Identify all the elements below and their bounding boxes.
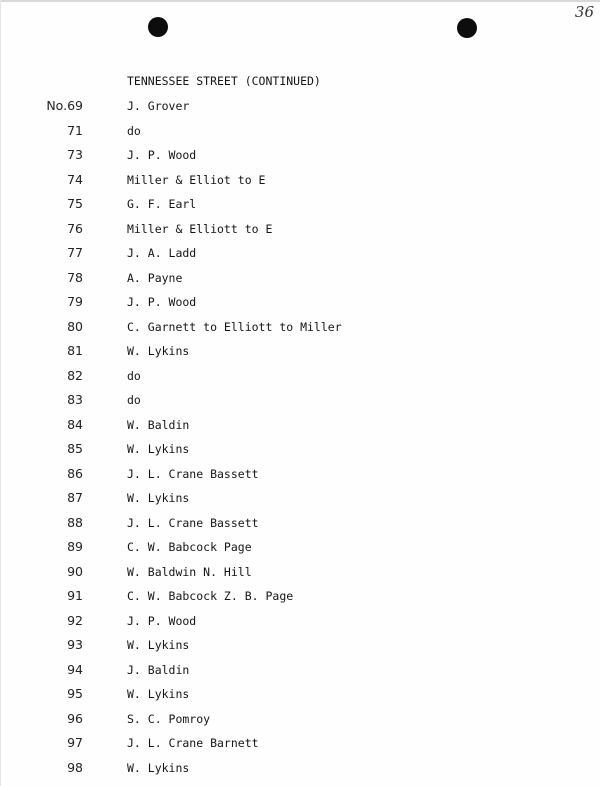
entry-number: No.69 (46, 98, 83, 113)
entry-name: J. P. Wood (127, 613, 197, 628)
list-item (0, 319, 600, 344)
entry-number: 77 (67, 245, 83, 260)
entry-number: 89 (67, 539, 83, 554)
entry-number: 73 (67, 147, 83, 162)
entry-name: W. Lykins (127, 760, 190, 775)
list-item (0, 711, 600, 736)
entry-number: 79 (67, 294, 83, 309)
entry-number: 85 (67, 441, 83, 456)
punch-hole-right (457, 18, 477, 38)
entry-list (0, 98, 600, 784)
entry-name: do (127, 123, 141, 138)
list-item (0, 588, 600, 613)
list-item (0, 515, 600, 540)
entry-number: 94 (67, 661, 83, 677)
entry-name: J. A. Ladd (127, 246, 197, 260)
list-item (0, 490, 600, 515)
entry-number: 76 (67, 220, 83, 236)
list-item (0, 441, 600, 466)
entry-name: W. Baldwin N. Hill (127, 564, 252, 579)
entry-name: W. Lykins (127, 638, 190, 652)
entry-name: C. W. Babcock Z. B. Page (127, 589, 294, 603)
list-item (0, 245, 600, 270)
entry-number: 71 (67, 122, 83, 138)
list-item (0, 662, 600, 687)
entry-number: 91 (67, 588, 83, 603)
entry-number: 96 (67, 710, 83, 726)
list-item (0, 196, 600, 221)
entry-number: 92 (67, 612, 83, 628)
entry-name: Miller & Elliot to E (127, 172, 266, 187)
entry-name: J. Grover (127, 99, 190, 113)
list-item (0, 270, 600, 295)
entry-name: J. P. Wood (127, 148, 197, 162)
list-item (0, 368, 600, 393)
list-item (0, 123, 600, 148)
entry-name: C. W. Babcock Page (127, 540, 252, 554)
list-item (0, 417, 600, 442)
entry-name: Miller & Elliott to E (127, 221, 273, 236)
entry-name: G. F. Earl (127, 197, 197, 211)
entry-number: 95 (67, 686, 83, 701)
list-item (0, 172, 600, 197)
list-item (0, 735, 600, 760)
list-item (0, 613, 600, 638)
entry-name: W. Baldin (127, 417, 190, 432)
entry-name: A. Payne (127, 270, 183, 285)
entry-name: J. L. Crane Bassett (127, 466, 259, 481)
page-heading: TENNESSEE STREET (CONTINUED) (127, 74, 321, 88)
entry-number: 84 (67, 416, 83, 432)
entry-name: J. Baldin (127, 662, 190, 677)
entry-number: 93 (67, 637, 83, 652)
entry-name: W. Lykins (127, 687, 190, 701)
entry-name: S. C. Pomroy (127, 711, 211, 726)
punch-hole-left (148, 17, 168, 37)
entry-name: C. Garnett to Elliott to Miller (127, 319, 342, 334)
entry-number: 74 (67, 171, 83, 187)
list-item (0, 98, 600, 123)
list-item (0, 539, 600, 564)
entry-name: J. P. Wood (127, 295, 197, 309)
entry-number: 98 (67, 759, 83, 775)
entry-number: 81 (67, 343, 83, 358)
list-item (0, 564, 600, 589)
entry-number: 83 (67, 392, 83, 407)
list-item (0, 760, 600, 785)
list-item (0, 221, 600, 246)
entry-name: W. Lykins (127, 344, 190, 358)
entry-number: 90 (67, 563, 83, 579)
entry-name: do (127, 393, 141, 407)
entry-number: 88 (67, 514, 83, 530)
entry-number: 75 (67, 196, 83, 211)
entry-number: 97 (67, 735, 83, 750)
entry-number: 80 (67, 318, 83, 334)
list-item (0, 637, 600, 662)
entry-number: 78 (67, 269, 83, 285)
page-number: 36 (574, 3, 594, 21)
list-item (0, 392, 600, 417)
entry-name: do (127, 368, 141, 383)
list-item (0, 466, 600, 491)
list-item (0, 686, 600, 711)
list-item (0, 147, 600, 172)
entry-number: 86 (67, 465, 83, 481)
entry-number: 82 (67, 367, 83, 383)
list-item (0, 294, 600, 319)
entry-name: J. L. Crane Bassett (127, 515, 259, 530)
entry-name: W. Lykins (127, 491, 190, 505)
entry-name: W. Lykins (127, 442, 190, 456)
list-item (0, 343, 600, 368)
page-top-edge (0, 0, 600, 2)
entry-number: 87 (67, 490, 83, 505)
entry-name: J. L. Crane Barnett (127, 736, 259, 750)
